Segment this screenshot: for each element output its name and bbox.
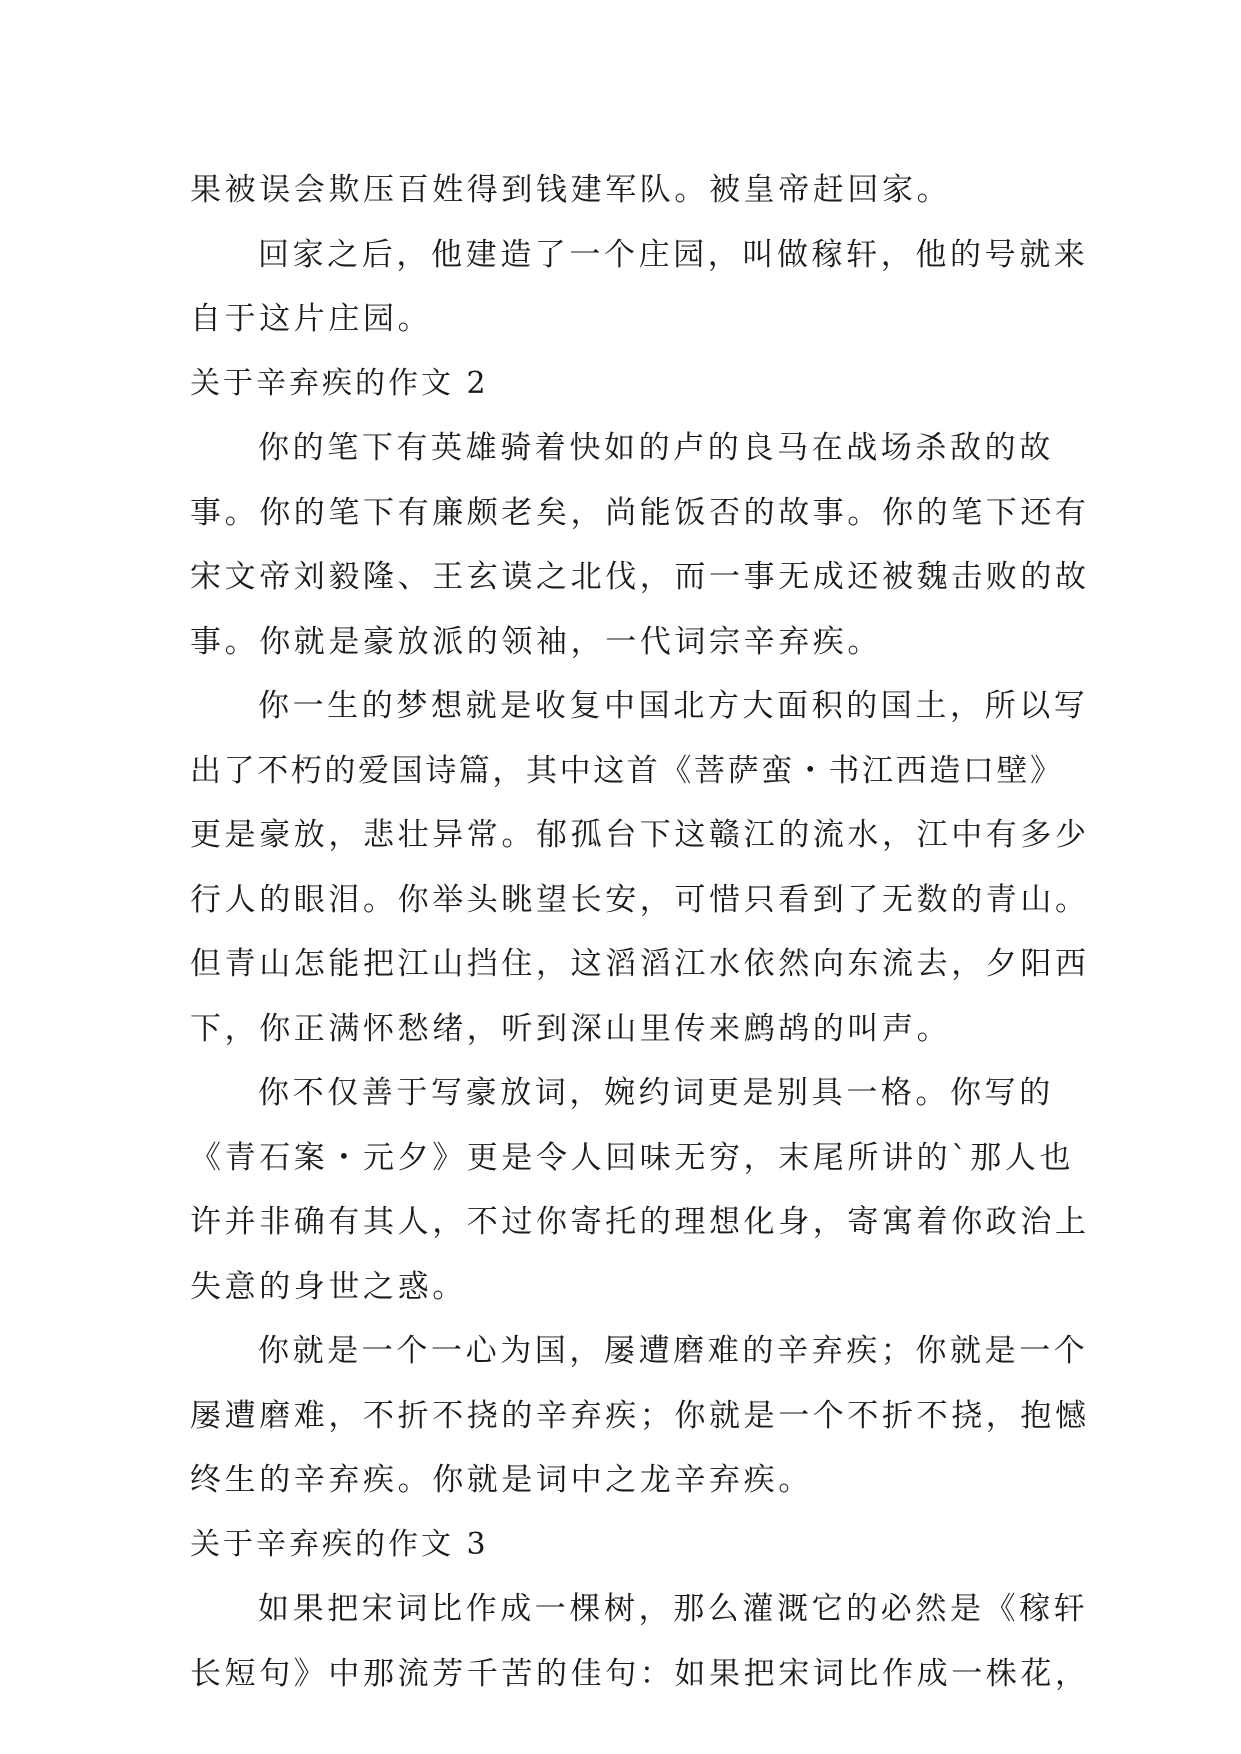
paragraph-line: 但青山怎能把江山挡住，这滔滔江水依然向东流去，夕阳西 (190, 946, 1090, 982)
essay-heading: 关于辛弃疾的作文 3 (190, 1526, 489, 1562)
paragraph-line: 如果把宋词比作成一棵树，那么灌溉它的必然是《稼轩 (258, 1591, 1089, 1627)
paragraph-line: 出了不朽的爱国诗篇，其中这首《菩萨蛮・书江西造口壁》 (190, 752, 1064, 789)
paragraph-line: 终生的辛弃疾。你就是词中之龙辛弃疾。 (190, 1462, 813, 1498)
essay-heading: 关于辛弃疾的作文 2 (190, 365, 489, 401)
paragraph-line: 行人的眼泪。你举头眺望长安，可惜只看到了无数的青山。 (190, 881, 1090, 918)
paragraph-line: 《青石案・元夕》更是令人回味无穷，末尾所讲的`那人也 (190, 1139, 1075, 1176)
paragraph-line: 屡遭磨难，不折不挠的辛弃疾；你就是一个不折不挠，抱憾 (190, 1397, 1090, 1434)
paragraph-line: 事。你的笔下有廉颇老矣，尚能饭否的故事。你的笔下还有 (190, 494, 1090, 531)
paragraph-line: 许并非确有其人，不过你寄托的理想化身，寄寓着你政治上 (190, 1204, 1090, 1240)
paragraph-line: 你的笔下有英雄骑着快如的卢的良马在战场杀敌的故 (258, 430, 1054, 466)
paragraph-line: 下，你正满怀愁绪，听到深山里传来鹧鸪的叫声。 (190, 1010, 952, 1047)
paragraph-line: 失意的身世之惑。 (190, 1268, 467, 1305)
paragraph-line: 你一生的梦想就是收复中国北方大面积的国土，所以写 (258, 688, 1089, 724)
paragraph-line: 你不仅善于写豪放词，婉约词更是别具一格。你写的 (258, 1075, 1054, 1111)
paragraph-line: 自于这片庄园。 (190, 301, 433, 337)
paragraph-line: 事。你就是豪放派的领袖，一代词宗辛弃疾。 (190, 623, 882, 660)
paragraph-line: 更是豪放，悲壮异常。郁孤台下这赣江的流水，江中有多少 (190, 817, 1090, 853)
paragraph-line: 你就是一个一心为国，屡遭磨难的辛弃疾；你就是一个 (258, 1333, 1089, 1369)
paragraph-line: 长短句》中那流芳千苦的佳句：如果把宋词比作成一株花， (190, 1655, 1090, 1692)
document-body (190, 158, 1090, 1706)
paragraph-line: 宋文帝刘毅隆、王玄谟之北伐，而一事无成还被魏击败的故 (190, 559, 1090, 595)
paragraph-line: 果被误会欺压百姓得到钱建军队。被皇帝赶回家。 (190, 172, 952, 208)
paragraph-line: 回家之后，他建造了一个庄园，叫做稼轩，他的号就来 (258, 236, 1089, 273)
